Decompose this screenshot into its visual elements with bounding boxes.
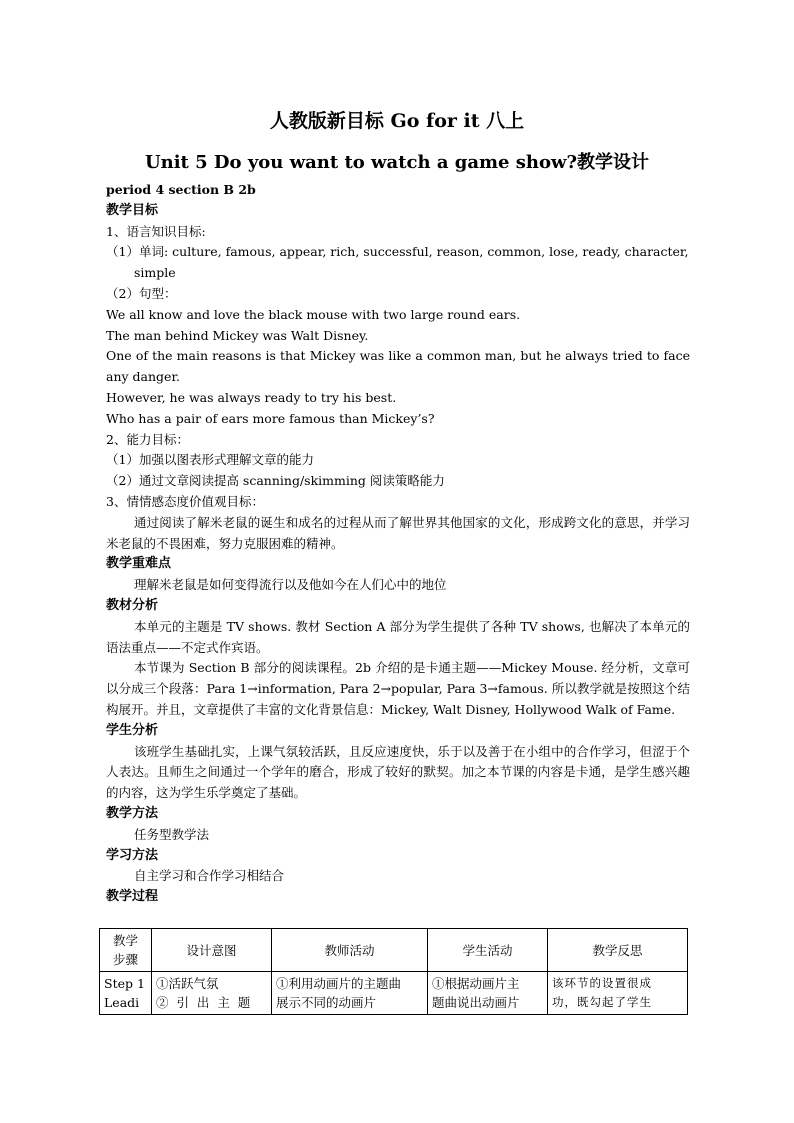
sentence-item: However, he was always ready to try his best.: [106, 389, 397, 405]
cell-step: Step 1 Leadi: [100, 972, 152, 1015]
students-heading: 学生分析: [106, 722, 159, 738]
cell-intent: ①活跃气氛 ② 引 出 主 题: [152, 972, 272, 1015]
cell-teacher: ①利用动画片的主题曲 展示不同的动画片: [272, 972, 428, 1015]
process-heading: 教学过程: [106, 889, 159, 905]
cell-reflection: 该环节的设置很成 功，既勾起了学生: [548, 972, 688, 1015]
ability-item: （2）通过文章阅读提高 scanning/skimming 阅读策略能力: [106, 473, 445, 489]
words-line-1: （1）单词: culture, famous, appear, rich, successful, reason, common, lose, ready, character,: [106, 244, 689, 260]
words-line-2: simple: [134, 265, 176, 281]
material-paragraph-2: 本节课为 Section B 部分的阅读课程。2b 介绍的是卡通主题——Mickey Mouse. 经分析，文章可以分成三个段落：Para 1→information, Para 2→popular, Para 3→famous. 所以教学就是按照这个结构展开。并且，文章提供了丰富的文化背景信息：Mickey, Walt Disney, Hollywood Walk of Fame.: [106, 660, 690, 717]
ability-item: （1）加强以图表形式理解文章的能力: [106, 452, 314, 468]
header-step: 教学 步骤: [100, 929, 152, 972]
students-text: 该班学生基础扎实，上课气氛较活跃，且反应速度快，乐于以及善于在小组中的合作学习，但涩于个人表达。且师生之间通过一个学年的磨合，形成了较好的默契。加之本节课的内容是卡通，是学生感兴趣的内容，这为学生乐学奠定了基础。: [106, 743, 690, 801]
knowledge-objective: 1、语言知识目标:: [106, 223, 206, 239]
document-title: 人教版新目标 Go for it 八上: [269, 110, 525, 132]
table-row: [100, 972, 688, 1015]
document-subtitle: Unit 5 Do you want to watch a game show?教学设计: [144, 152, 650, 173]
table-header-row: [100, 929, 688, 972]
learning-heading: 学习方法: [106, 847, 159, 863]
sentence-item: We all know and love the black mouse with two large round ears.: [106, 306, 521, 322]
sentence-item: One of the main reasons is that Mickey was like a common man, but he always tried to face any danger.: [106, 348, 690, 385]
header-reflection: 教学反思: [548, 929, 688, 972]
objectives-heading: 教学目标: [106, 202, 159, 218]
header-student: 学生活动: [428, 929, 548, 972]
document-body: [106, 180, 690, 908]
sentence-item: Who has a pair of ears more famous than Mickey’s?: [106, 410, 435, 426]
material-heading: 教材分析: [106, 597, 159, 613]
ability-objective: 2、能力目标：: [106, 431, 189, 447]
header-teacher: 教师活动: [272, 929, 428, 972]
material-paragraph-1: 本单元的主题是 TV shows. 教材 Section A 部分为学生提供了各种 TV shows, 也解决了本单元的语法重点——不定式作宾语。: [106, 618, 690, 655]
header-intent: 设计意图: [152, 929, 272, 972]
sentence-item: The man behind Mickey was Walt Disney.: [106, 327, 369, 343]
emotion-objective: 3、情情感态度价值观目标：: [106, 493, 264, 509]
key-points-text: 理解米老鼠是如何变得流行以及他如今在人们心中的地位: [134, 577, 447, 593]
emotion-text: 通过阅读了解米老鼠的诞生和成名的过程从而了解世界其他国家的文化，形成跨文化的意思，并学习米老鼠的不畏困难，努力克服困难的精神。: [106, 514, 690, 551]
period-label: period 4 section B 2b: [106, 182, 256, 197]
process-table: [99, 928, 688, 1015]
cell-student: ①根据动画片主 题曲说出动画片: [428, 972, 548, 1015]
learning-text: 自主学习和合作学习相结合: [134, 868, 285, 884]
method-heading: 教学方法: [106, 805, 159, 821]
sentences-label: （2）句型：: [106, 285, 177, 301]
key-points-heading: 教学重难点: [106, 556, 172, 572]
method-text: 任务型教学法: [134, 826, 210, 842]
